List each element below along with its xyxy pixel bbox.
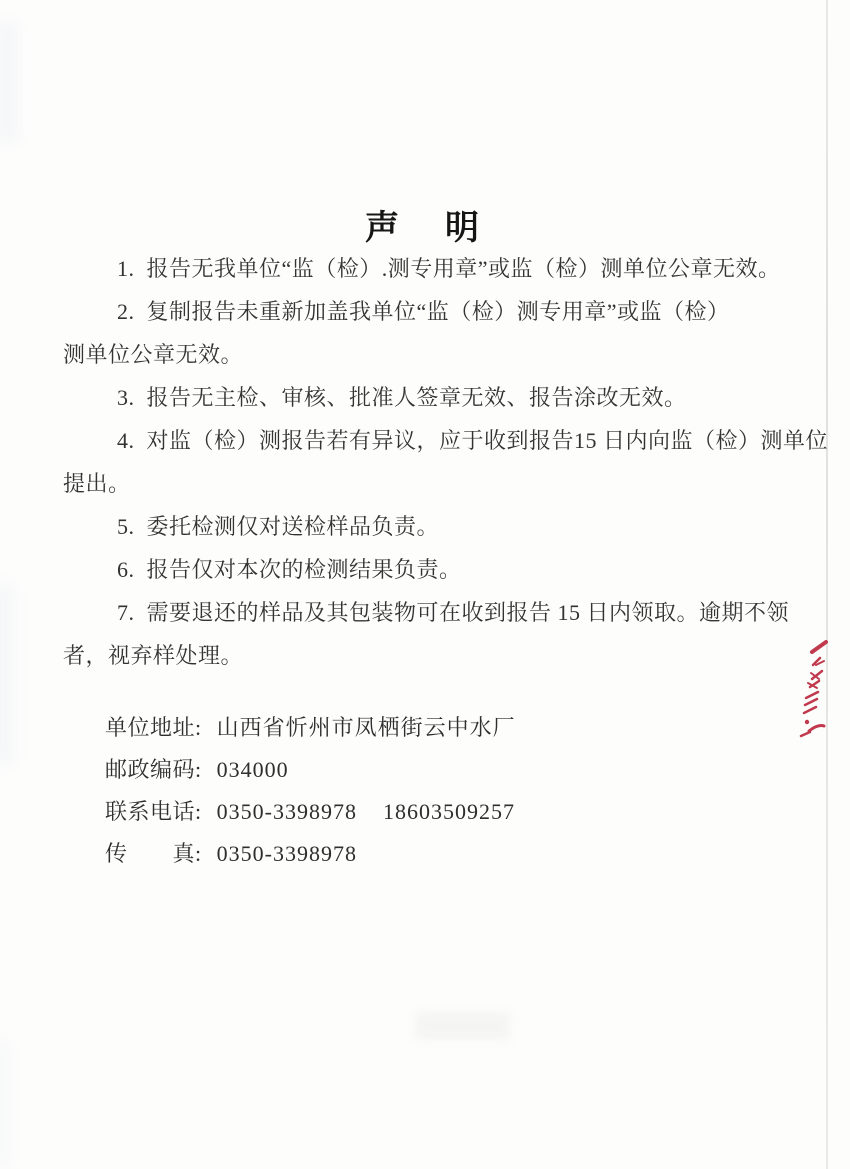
fax-label: 传 真: (105, 841, 202, 866)
scan-smudge (0, 585, 14, 765)
statement-line: 2. 复制报告未重新加盖我单位“监（检）测专用章”或监（检） (117, 299, 730, 324)
postcode-value: 034000 (216, 757, 289, 782)
scan-smudge (415, 1012, 510, 1040)
statement-line: 者，视弃样处理。 (63, 643, 244, 668)
contact-postcode-row (105, 749, 516, 791)
address-label: 单位地址: (105, 715, 202, 740)
statement-body (63, 247, 829, 677)
statement-line: 4. 对监（检）测报告若有异议，应于收到报告15 日内向监（检）测单位 (117, 428, 829, 453)
statement-line: 3. 报告无主检、审核、批准人签章无效、报告涂改无效。 (117, 385, 687, 410)
statement-line: 6. 报告仅对本次的检测结果负责。 (117, 557, 462, 582)
address-value: 山西省忻州市凤栖街云中水厂 (216, 715, 516, 740)
red-seal-fragment-icon (799, 637, 831, 741)
contact-fax-row (105, 833, 516, 875)
page-title: 声 明 (365, 209, 485, 247)
phone-label: 联系电话: (105, 799, 202, 824)
statement-line: 7. 需要退还的样品及其包装物可在收到报告 15 日内领取。逾期不领 (117, 600, 790, 625)
statement-line: 提出。 (63, 471, 131, 496)
statement-line: 1. 报告无我单位“监（检）.测专用章”或监（检）测单位公章无效。 (117, 256, 781, 281)
scan-smudge (0, 1040, 12, 1169)
statement-line: 测单位公章无效。 (63, 342, 244, 367)
scanner-edge-line (826, 0, 828, 1169)
statement-line: 5. 委托检测仅对送检样品负责。 (117, 514, 440, 539)
scan-smudge (0, 22, 20, 142)
contact-address-row (105, 707, 516, 749)
contact-block (105, 707, 516, 875)
fax-value: 0350-3398978 (216, 841, 357, 866)
contact-phone-row (105, 791, 516, 833)
postcode-label: 邮政编码: (105, 757, 202, 782)
phone-value: 0350-3398978 18603509257 (216, 799, 515, 824)
